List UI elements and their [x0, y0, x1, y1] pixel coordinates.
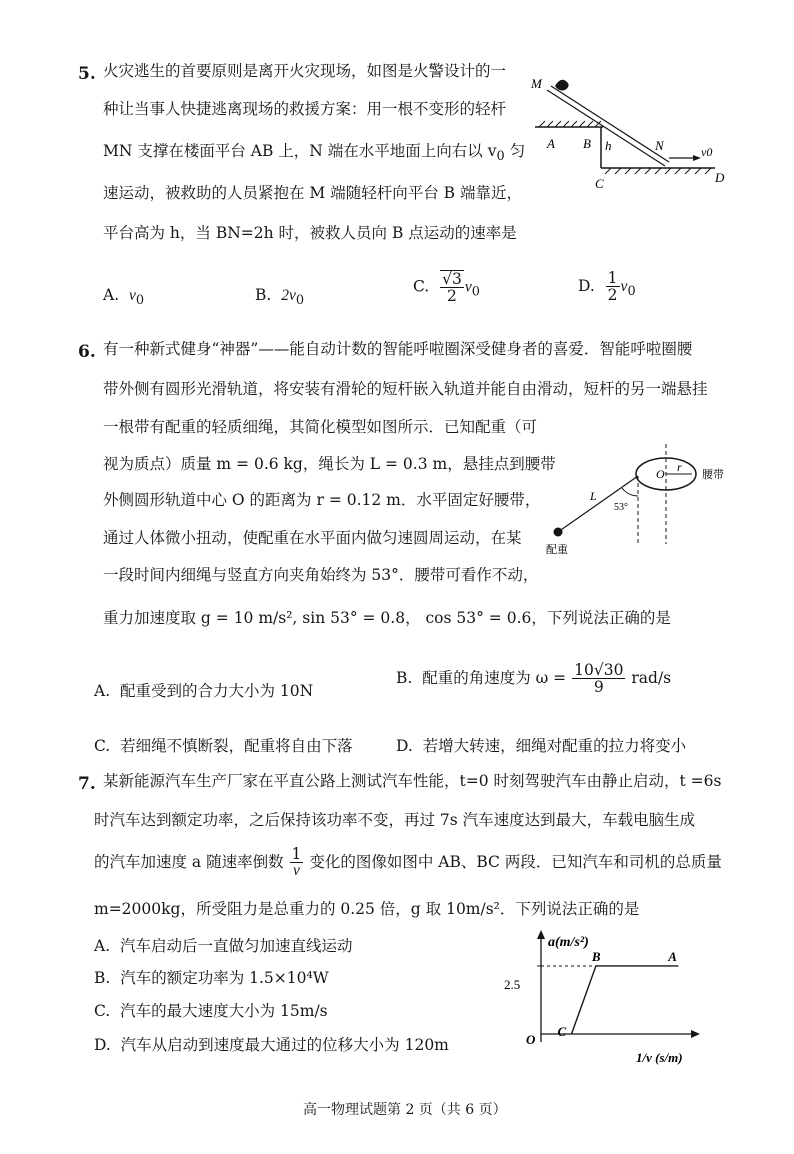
q5-line-5: 平台高为 h，当 BN=2h 时，被救人员向 B 点运动的速率是 — [103, 224, 517, 242]
q6-line-4: 视为质点）质量 m = 0.6 kg，绳长为 L = 0.3 m，悬挂点到腰带 — [103, 455, 556, 473]
q6-line-3: 一根带有配重的轻质细绳，其简化模型如图所示．已知配重（可 — [103, 418, 538, 436]
q6-option-d-text: 若增大转速，细绳对配重的拉力将变小 — [422, 737, 687, 755]
q5-label-c: C — [595, 176, 604, 191]
q7-line-3-pre: 的汽车加速度 a 随速率倒数 — [94, 852, 284, 871]
q6-option-b-den: 9 — [593, 678, 604, 697]
q7-option-d[interactable] — [94, 1033, 449, 1055]
q5-option-c[interactable] — [413, 270, 480, 305]
chart-point-label-c: C — [557, 1024, 567, 1039]
q6-option-c-label: C. — [94, 737, 111, 755]
q6-option-b[interactable] — [396, 662, 671, 696]
chart-y-label: a(m/s²) — [548, 935, 589, 950]
chart-y-tick-label: 2.5 — [504, 977, 521, 992]
q5-option-b[interactable] — [255, 286, 304, 308]
q6-angle-arc — [622, 488, 638, 496]
q6-option-c-text: 若细绳不慎断裂，配重将自由下落 — [120, 737, 353, 755]
q5-option-d-den: 2 — [607, 286, 618, 305]
q5-option-d-label: D. — [578, 276, 595, 295]
q5-option-a-text: v — [128, 287, 136, 304]
q6-figure — [540, 440, 740, 560]
q6-option-a[interactable] — [94, 679, 313, 701]
q5-label-m: M — [531, 76, 542, 91]
q6-option-b-num: 10√30 — [574, 661, 624, 679]
q6-line-7: 一段时间内细绳与竖直方向夹角始终为 53°．腰带可看作不动， — [103, 566, 539, 584]
q7-option-c[interactable] — [94, 999, 328, 1021]
q5-label-n: N — [655, 138, 664, 153]
chart-point-label-b: B — [591, 948, 601, 964]
q6-label-r: r — [677, 460, 682, 474]
q6-label-weight: 配重 — [546, 544, 568, 556]
chart-y-arrowhead — [537, 930, 545, 939]
q7-option-b-label: B. — [94, 969, 111, 987]
q6-option-b-fraction — [572, 662, 625, 696]
q6-line-8: 重力加速度取 g = 10 m/s², sin 53° = 0.8， cos 53° = 0.6，下列说法正确的是 — [103, 609, 671, 627]
q5-number: 5. — [78, 64, 96, 84]
q6-weight-dot — [554, 528, 563, 537]
q7-line-1: 某新能源汽车生产厂家在平直公路上测试汽车性能，t=0 时刻驾驶汽车由静止启动，t =6s — [103, 772, 722, 790]
q5-option-d-num: 1 — [607, 269, 618, 287]
q5-option-c-label: C. — [413, 277, 430, 296]
q6-number: 6. — [78, 342, 96, 362]
q7-option-c-label: C. — [94, 1002, 111, 1020]
q7-number: 7. — [78, 774, 96, 794]
chart-segment-bc — [572, 966, 596, 1034]
q5-platform-hatch — [539, 121, 601, 127]
q5-option-c-den: 2 — [447, 287, 457, 306]
q5-option-c-num: √3 — [442, 270, 462, 288]
q5-option-a-sub: 0 — [135, 293, 145, 309]
chart-point-label-a: A — [668, 948, 677, 964]
q5-line-3-tail: 匀 — [509, 142, 526, 160]
q5-line-2: 种让当事人快捷逃离现场的救援方案：用一根不变形的轻杆 — [103, 100, 507, 118]
q7-option-b[interactable] — [94, 966, 329, 988]
q6-option-d-label: D. — [396, 737, 413, 755]
q5-line-3-sub: 0 — [496, 149, 505, 165]
q7-option-a-text: 汽车启动后一直做匀加速直线运动 — [119, 937, 353, 955]
q5-option-b-sub: 0 — [295, 293, 305, 309]
q7-option-d-text: 汽车从启动到速度最大通过的位移大小为 120m — [120, 1036, 449, 1054]
page-footer: 高一物理试题第 2 页（共 6 页） — [303, 1102, 507, 1118]
q6-option-b-label: B. — [396, 668, 413, 687]
q6-option-c[interactable] — [94, 734, 353, 756]
q6-line-6: 通过人体微小扭动，使配重在水平面内做匀速圆周运动，在某 — [103, 529, 522, 547]
q7-line-2: 时汽车达到额定功率，之后保持该功率不变，再过 7s 汽车速度达到最大，车载电脑生成 — [94, 811, 696, 829]
q7-option-c-text: 汽车的最大速度大小为 15m/s — [120, 1002, 328, 1020]
q5-option-d-fraction — [606, 270, 620, 304]
chart-marks — [537, 949, 678, 1039]
q5-option-a-label: A. — [103, 286, 120, 304]
q6-label-belt: 腰带 — [702, 469, 724, 481]
q5-person-icon — [555, 80, 569, 91]
q6-option-b-post: rad/s — [631, 668, 672, 687]
q5-ground-hatch — [605, 168, 711, 174]
chart-origin-label: O — [526, 1032, 536, 1047]
q5-option-b-label: B. — [255, 286, 272, 304]
q5-rod-mn — [547, 90, 665, 166]
q5-option-a[interactable] — [103, 286, 144, 308]
q6-label-angle: 53° — [614, 502, 628, 513]
q5-option-c-sub: 0 — [471, 284, 480, 300]
q5-figure — [525, 72, 745, 192]
q7-inline-den: v — [293, 862, 300, 880]
chart-x-arrowhead — [691, 1030, 700, 1038]
q7-option-a-label: A. — [94, 937, 111, 955]
q5-option-d-text: v — [620, 277, 628, 295]
q6-label-o: O — [656, 467, 665, 481]
q5-line-3-text: MN 支撑在楼面平台 AB 上，N 端在水平地面上向右以 v — [103, 142, 497, 160]
q7-line-3 — [94, 846, 722, 880]
q7-option-b-text: 汽车的额定功率为 1.5×10⁴W — [120, 969, 329, 987]
q6-line-2: 带外侧有圆形光滑轨道，将安装有滑轮的短杆嵌入轨道并能自由滑动，短杆的另一端悬挂 — [103, 380, 708, 398]
q6-line-1: 有一种新式健身“神器”——能自动计数的智能呼啦圈深受健身者的喜爱．智能呼啦圈腰 — [103, 340, 693, 358]
q5-option-c-fraction — [440, 270, 464, 305]
q6-label-l: L — [590, 489, 597, 503]
q7-option-d-label: D. — [94, 1036, 111, 1054]
q5-velocity-arrowhead — [693, 155, 701, 161]
chart-x-label: 1/v (s/m) — [636, 1050, 683, 1065]
q7-line-4: m=2000kg，所受阻力是总重力的 0.25 倍，g 取 10m/s²．下列说法正确的是 — [94, 900, 640, 918]
q5-label-b: B — [583, 136, 591, 151]
q5-option-d-sub: 0 — [627, 283, 636, 299]
q7-option-a[interactable] — [94, 934, 353, 956]
q6-line-5: 外侧圆形轨道中心 O 的距离为 r = 0.12 m．水平固定好腰带， — [103, 491, 541, 509]
q7-inline-num: 1 — [291, 845, 302, 863]
q7-line-3-post: 变化的图像如图中 AB、BC 两段．已知汽车和司机的总质量 — [309, 852, 722, 871]
q6-option-a-label: A. — [94, 682, 111, 700]
q7-inline-fraction — [290, 846, 304, 880]
q5-line-4: 速运动，被救助的人员紧抱在 M 端随轻杆向平台 B 端靠近， — [103, 184, 522, 202]
q5-label-h: h — [605, 138, 612, 153]
q5-option-c-text: v — [464, 278, 472, 296]
q5-label-v0: v0 — [701, 145, 713, 159]
q7-chart — [496, 926, 706, 1076]
q5-label-d: D — [715, 170, 725, 185]
q6-option-a-text: 配重受到的合力大小为 10N — [119, 682, 314, 700]
q6-option-d[interactable] — [396, 734, 686, 756]
q5-line-3 — [103, 144, 525, 164]
q5-option-d[interactable] — [578, 270, 636, 304]
q5-option-b-text: 2v — [281, 287, 296, 304]
q5-label-a: A — [547, 136, 555, 151]
q5-line-1: 火灾逃生的首要原则是离开火灾现场，如图是火警设计的一 — [103, 62, 507, 80]
q6-option-b-pre: 配重的角速度为 ω = — [422, 668, 567, 687]
